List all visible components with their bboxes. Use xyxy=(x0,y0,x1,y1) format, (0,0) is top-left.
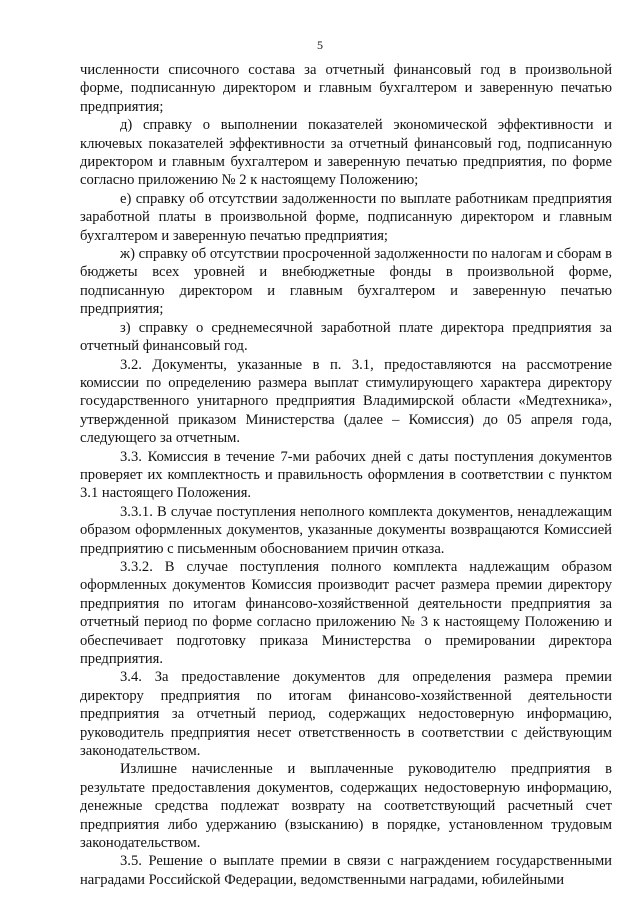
paragraph-3-3-1: 3.3.1. В случае поступления неполного комплекта документов, ненадлежащим образом оформленных документов, указанные документы возвращаются Комиссией предприятию с письменным обоснованием причин отказа. xyxy=(80,503,612,557)
paragraph-item-zh: ж) справку об отсутствии просроченной задолженности по налогам и сборам в бюджеты всех уровней и внебюджетные фонды в произвольной форме, подписанную директором и главным бухгалтером и заверенную печатью предприятия; xyxy=(80,246,612,318)
page-number: 5 xyxy=(317,38,323,52)
paragraph-3-4: 3.4. За предоставление документов для определения размера премии директору предприятия по итогам финансово-хозяйственной деятельности предприятия за отчетный период, содержащих недостоверную информацию, руководитель предприятия несет ответственность в соответствии с действующим законодательством. xyxy=(80,669,612,760)
paragraph-overpayment: Излишне начисленные и выплаченные руководителю предприятия в результате предоставления документов, содержащих недостоверную информацию, денежные средства подлежат возврату на соответствующий расчетный счет предприятия либо удержанию (взысканию) в порядке, установленном трудовым законодательством. xyxy=(80,761,612,852)
document-body xyxy=(80,61,612,889)
paragraph-3-2: 3.2. Документы, указанные в п. 3.1, предоставляются на рассмотрение комиссии по определению размера выплат стимулирующего характера директору государственного унитарного предприятия Владимирской области «Медтехника», утвержденной приказом Министерства (далее – Комиссия) до 05 апреля года, следующего за отчетным. xyxy=(80,356,612,447)
paragraph-continuation: численности списочного состава за отчетный финансовый год в произвольной форме, подписанную директором и главным бухгалтером и заверенную печатью предприятия; xyxy=(80,62,612,115)
paragraph-3-3-2: 3.3.2. В случае поступления полного комплекта надлежащим образом оформленных документов Комиссия производит расчет размера премии директору предприятия по итогам финансово-хозяйственной деятельности предприятия за отчетный период по форме согласно приложению № 3 к настоящему Положению и обеспечивает подготовку приказа Министерства о премировании директора предприятия. xyxy=(80,558,612,667)
paragraph-3-3: 3.3. Комиссия в течение 7-ми рабочих дней с даты поступления документов проверяет их комплектность и правильность оформления в соответствии с пунктом 3.1 настоящего Положения. xyxy=(80,448,612,502)
paragraph-3-5: 3.5. Решение о выплате премии в связи с награждением государственными наградами Российской Федерации, ведомственными наградами, юбилейными xyxy=(80,853,612,888)
paragraph-item-e: е) справку об отсутствии задолженности по выплате работникам предприятия заработной платы в произвольной форме, подписанную директором и главным бухгалтером и заверенную печатью предприятия; xyxy=(80,190,612,244)
paragraph-item-z: з) справку о среднемесячной заработной плате директора предприятия за отчетный финансовый год. xyxy=(80,319,612,355)
paragraph-item-d: д) справку о выполнении показателей экономической эффективности и ключевых показателей эффективности за отчетный финансовый год, подписанную директором и главным бухгалтером и заверенную печатью предприятия, по форме согласно приложению № 2 к настоящему Положению; xyxy=(80,117,612,189)
